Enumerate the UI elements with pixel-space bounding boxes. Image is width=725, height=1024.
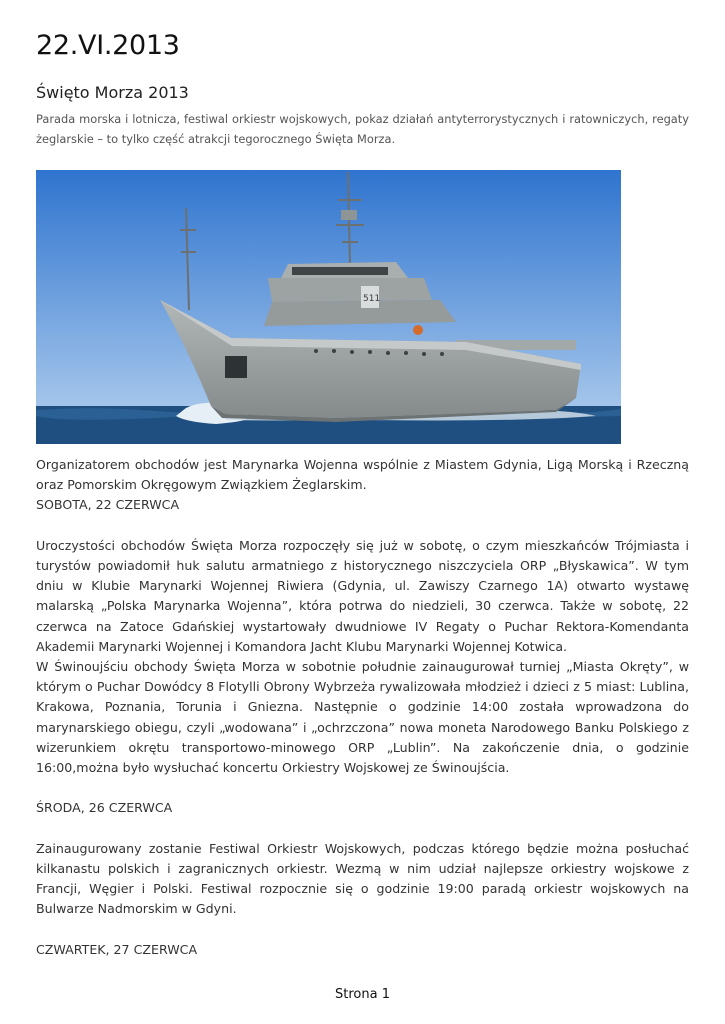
ship-illustration [36, 170, 621, 444]
page-number: Strona 1 [335, 987, 390, 1002]
article-title: Święto Morza 2013 [36, 83, 189, 102]
article-date: 22.VI.2013 [36, 30, 180, 61]
article-body [36, 455, 689, 960]
spacer [36, 920, 689, 940]
paragraph: Organizatorem obchodów jest Marynarka Wojenna wspólnie z Miastem Gdynia, Ligą Morską i Rzeczną oraz Pomorskim Okręgowym Związkiem Żeglarskim. [36, 457, 689, 493]
paragraph: W Świnoujściu obchody Święta Morza w sobotnie południe zainaugurował turniej „Miasta Okręty”, w którym o Puchar Dowódcy 8 Flotylli Obrony Wybrzeża rywalizowała młodzież i dzieci z 5 miast: Lublina, Krakowa, Poznania, Torunia i Gniezna. Następnie o godzinie 14:00 została wprowadzona do marynarskiego obiegu, czyli „wodowana” i „ochrzczona” nowa moneta Narodowego Banku Polskiego z wizerunkiem okrętu transportowo-minowego ORP „Lublin”. Na zakończenie dnia, o godzinie 16:00,można było wysłuchać koncertu Orkiestry Wojskowej ze Świnoujścia. [36, 659, 689, 776]
spacer [36, 516, 689, 536]
hull-number: 511 [363, 294, 381, 304]
paragraph: Uroczystości obchodów Święta Morza rozpoczęły się już w sobotę, o czym mieszkańców Trójmiasta i turystów powiadomił huk salutu armatniego z historycznego niszczyciela ORP „Błyskawica”. W tym dniu w Klubie Marynarki Wojennej Riwiera (Gdynia, ul. Zawiszy Czarnego 1A) otwarto wystawę malarską „Polska Marynarka Wojenna”, która potrwa do niedzieli, 30 czerwca. Także w sobotę, 22 czerwca na Zatoce Gdańskiej wystartowały dwudniowe IV Regaty o Puchar Rektora-Komendanta Akademii Marynarki Wojennej i Komandora Jacht Klubu Marynarki Wojennej Kotwica. [36, 537, 689, 654]
article-lead: Parada morska i lotnicza, festiwal orkiestr wojskowych, pokaz działań antyterrorystycznych i ratowniczych, regaty żeglarskie – to tylko część atrakcji tegorocznego Święta Morza. [36, 112, 689, 146]
section-heading-saturday: SOBOTA, 22 CZERWCA [36, 497, 180, 513]
spacer [36, 819, 689, 839]
section-heading-wednesday: ŚRODA, 26 CZERWCA [36, 800, 173, 816]
section-heading-thursday: CZWARTEK, 27 CZERWCA [36, 941, 198, 957]
spacer [36, 778, 689, 798]
ship-photo [36, 170, 621, 444]
paragraph: Zainaugurowany zostanie Festiwal Orkiestr Wojskowych, podczas którego będzie można posłuchać kilkanastu polskich i zagranicznych orkiestr. Wezmą w nim udział najlepsze orkiestry wojskowe z Francji, Węgier i Polski. Festiwal rozpocznie się o godzinie 19:00 paradą orkiestr wojskowych na Bulwarze Nadmorskim w Gdyni. [36, 840, 689, 917]
